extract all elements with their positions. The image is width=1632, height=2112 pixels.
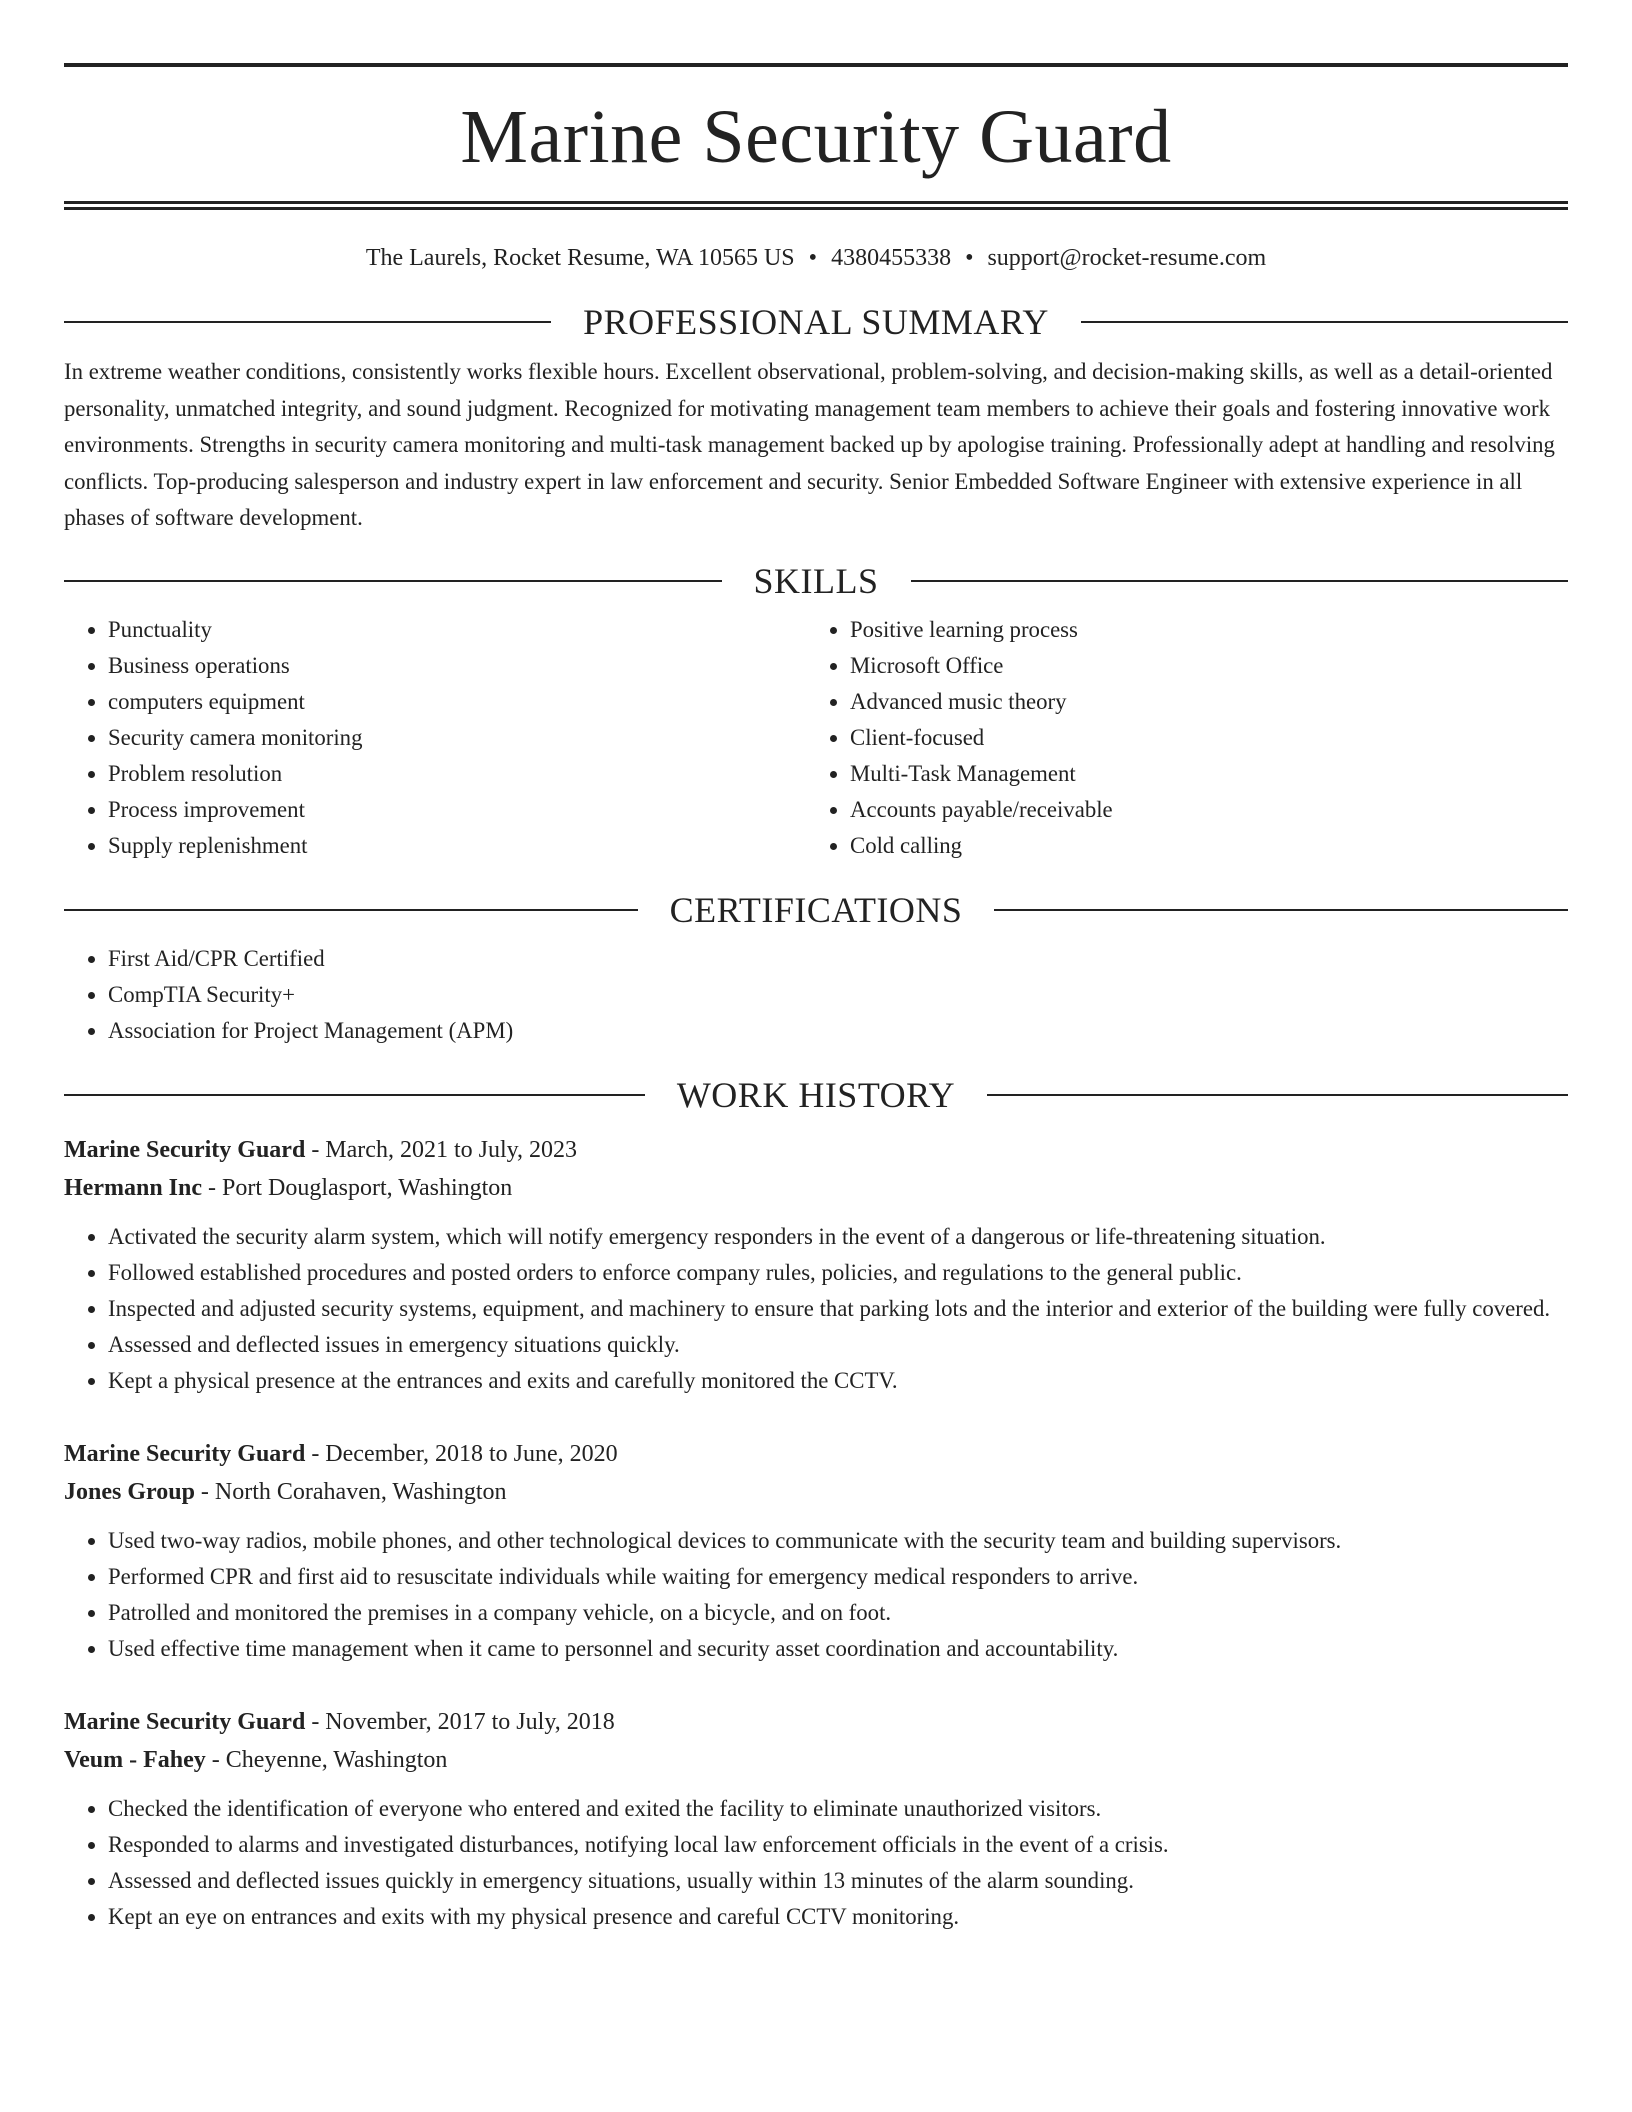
job-title-line [64, 1131, 1568, 1169]
job-location: - Port Douglasport, Washington [202, 1174, 513, 1201]
job-bullet: • Kept a physical presence at the entrances and exits and carefully monitored the CCTV. [108, 1363, 1568, 1399]
job-bullet: • Activated the security alarm system, which will notify emergency responders in the event of a dangerous or life-threatening situation. [108, 1219, 1568, 1255]
section-divider [994, 909, 1568, 911]
job-location: - North Corahaven, Washington [194, 1478, 507, 1505]
job-bullet: • Followed established procedures and posted orders to enforce company rules, policies, and regulations to the general public. [108, 1255, 1568, 1291]
job-dates: - March, 2021 to July, 2023 [305, 1136, 578, 1163]
job-entry [64, 1435, 1568, 1667]
summary-heading: PROFESSIONAL SUMMARY [583, 302, 1049, 342]
skill-item: • Positive learning process [850, 612, 1568, 648]
job-title: Marine Security Guard [64, 1440, 306, 1467]
skill-item: • Advanced music theory [850, 684, 1568, 720]
job-bullet: • Performed CPR and first aid to resuscitate individuals while waiting for emergency medical responders to arrive. [108, 1559, 1568, 1595]
job-bullet: • Patrolled and monitored the premises in a company vehicle, on a bicycle, and on foot. [108, 1595, 1568, 1631]
certification-item: • First Aid/CPR Certified [108, 941, 1568, 977]
contact-address: The Laurels, Rocket Resume, WA 10565 US [365, 245, 795, 271]
job-company-line [64, 1473, 1568, 1511]
job-title: Marine Security Guard [64, 1708, 306, 1735]
resume-name-title: Marine Security Guard [460, 95, 1172, 179]
job-title: Marine Security Guard [64, 1136, 306, 1163]
section-divider [64, 909, 638, 911]
job-bullet: • Used effective time management when it came to personnel and security asset coordination and accountability. [108, 1631, 1568, 1667]
skill-item: • Accounts payable/receivable [850, 792, 1568, 828]
top-rule [64, 63, 1568, 67]
skill-item: • Business operations [108, 648, 806, 684]
skill-item: • Security camera monitoring [108, 720, 806, 756]
skills-heading: SKILLS [753, 560, 879, 601]
skills-grid [64, 612, 1568, 864]
job-dates: - November, 2017 to July, 2018 [305, 1708, 615, 1735]
work-section-header [64, 1074, 1568, 1115]
section-divider [1081, 321, 1568, 323]
certification-item: • Association for Project Management (APM) [108, 1013, 1568, 1049]
job-company: Jones Group [64, 1478, 195, 1505]
job-company-line [64, 1169, 1568, 1207]
job-bullet: • Assessed and deflected issues in emergency situations quickly. [108, 1327, 1568, 1363]
job-company: Veum - Fahey [64, 1746, 206, 1773]
section-divider [64, 321, 551, 323]
job-bullet: • Used two-way radios, mobile phones, and other technological devices to communicate with the security team and building supervisors. [108, 1523, 1568, 1559]
job-bullet: • Inspected and adjusted security systems, equipment, and machinery to ensure that parking lots and the interior and exterior of the building were fully covered. [108, 1291, 1568, 1327]
contact-separator: • [808, 245, 818, 271]
contact-line [64, 246, 1568, 270]
skill-item: • Client-focused [850, 720, 1568, 756]
skill-item: • Punctuality [108, 612, 806, 648]
job-bullet: • Assessed and deflected issues quickly in emergency situations, usually within 13 minutes of the alarm sounding. [108, 1863, 1568, 1899]
summary-text: In extreme weather conditions, consistently works flexible hours. Excellent observational, problem-solving, and decision-making skills, as well as a detail-oriented personality, unmatched integrity, and sound judgment. Recognized for motivating management team members to achieve their goals and fostering innovative work environments. Strengths in security camera monitoring and multi-task management backed up by apologise training. Professionally adept at handling and resolving conflicts. Top-producing salesperson and industry expert in law enforcement and security. Senior Embedded Software Engineer with extensive experience in all phases of software development. [64, 359, 1555, 530]
contact-separator: • [965, 245, 974, 271]
job-location: - Cheyenne, Washington [205, 1746, 448, 1773]
skill-item: • Microsoft Office [850, 648, 1568, 684]
skills-section-header [64, 560, 1568, 601]
job-bullet: • Kept an eye on entrances and exits with my physical presence and careful CCTV monitoring. [108, 1899, 1568, 1935]
skill-item: • Supply replenishment [108, 828, 806, 864]
job-bullet: • Responded to alarms and investigated disturbances, notifying local law enforcement officials in the event of a crisis. [108, 1827, 1568, 1863]
certifications-heading: CERTIFICATIONS [669, 889, 963, 930]
job-title-line [64, 1435, 1568, 1473]
summary-section-header [64, 304, 1568, 340]
section-divider [64, 580, 722, 582]
job-bullets [64, 1523, 1568, 1667]
title-double-rule [64, 201, 1568, 210]
section-divider [987, 1094, 1568, 1096]
skills-list-left [64, 612, 806, 864]
certifications-section-header [64, 889, 1568, 930]
job-bullets [64, 1219, 1568, 1399]
job-company-line [64, 1741, 1568, 1779]
job-bullets [64, 1791, 1568, 1935]
skill-item: • computers equipment [108, 684, 806, 720]
work-heading: WORK HISTORY [676, 1074, 956, 1115]
job-entry [64, 1131, 1568, 1399]
section-divider [64, 1094, 645, 1096]
job-title-line [64, 1703, 1568, 1741]
skill-item: • Multi-Task Management [850, 756, 1568, 792]
contact-phone: 4380455338 [831, 245, 952, 271]
certification-item: • CompTIA Security+ [108, 977, 1568, 1013]
job-company: Hermann Inc [64, 1174, 202, 1201]
skill-item: • Problem resolution [108, 756, 806, 792]
certifications-list [64, 941, 1568, 1049]
skill-item: • Cold calling [850, 828, 1568, 864]
section-divider [911, 580, 1569, 582]
job-bullet: • Checked the identification of everyone who entered and exited the facility to eliminate unauthorized visitors. [108, 1791, 1568, 1827]
skill-item: • Process improvement [108, 792, 806, 828]
contact-email: support@rocket-resume.com [987, 245, 1267, 271]
job-dates: - December, 2018 to June, 2020 [305, 1440, 618, 1467]
skills-list-right [806, 612, 1568, 864]
job-entry [64, 1703, 1568, 1935]
